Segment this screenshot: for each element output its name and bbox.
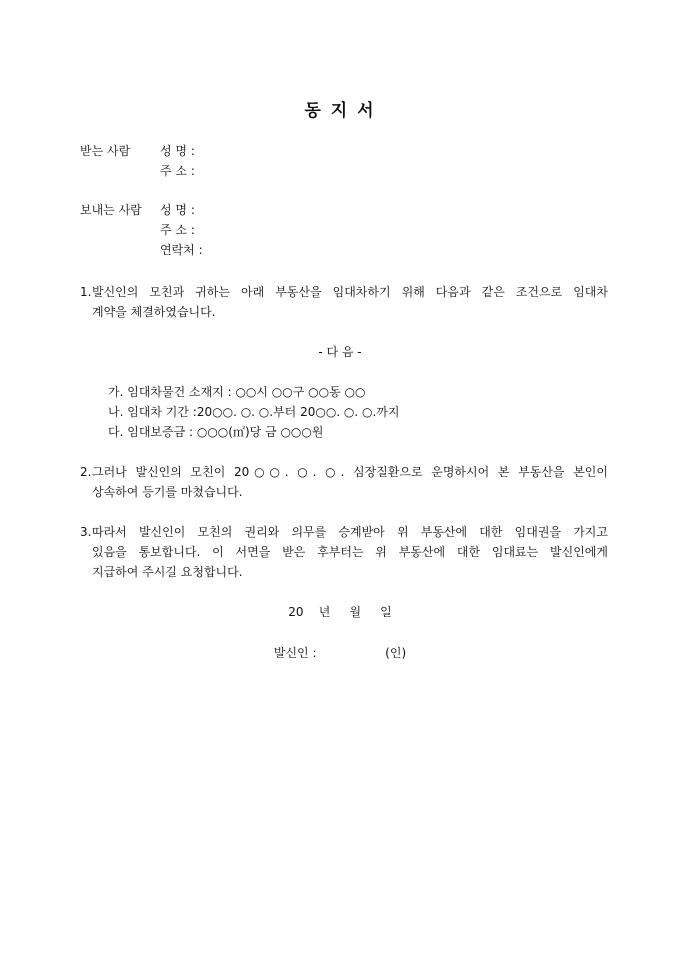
signature-line: 발신인 : (인) [273,646,407,660]
paragraph-3 [80,522,608,582]
date-line: 20 년 월 일 [288,605,392,619]
sender-name-field: 성 명 : [160,203,195,217]
paragraph-1-line-1: 발신인의 모친과 귀하는 아래 부동산을 임대차하기 위해 다음과 같은 조건으로 임대차 [92,285,608,299]
paragraph-3-line-3: 지급하여 주시길 요청합니다. [92,565,243,579]
sender-label: 보내는 사람 [80,203,142,217]
recipient-address-field: 주 소 : [160,164,195,178]
paragraph-1 [80,282,608,322]
item-lease-period: 나. 임대차 기간 :20○○. ○. ○.부터 20○○. ○. ○.까지 [108,405,400,419]
paragraph-1-line-2: 계약을 체결하였습니다. [92,305,216,319]
paragraph-3-number: 3. [80,525,92,539]
paragraph-3-line-1: 따라서 발신인이 모친의 권리와 의무를 승계받아 위 부동산에 대한 임대권을 가지고 [92,525,608,539]
paragraph-2-line-1: 그러나 발신인의 모친이 20○○. ○. ○. 심장질환으로 운명하시어 본 부동산을 본인이 [92,465,608,479]
item-property-location: 가. 임대차물건 소재지 : ○○시 ○○구 ○○동 ○○ [108,385,366,399]
item-deposit: 다. 임대보증금 : ○○○(㎡)당 금 ○○○원 [108,425,324,439]
sender-address-field: 주 소 : [160,223,195,237]
recipient-label: 받는 사람 [80,144,131,158]
paragraph-3-line-2: 있음을 통보합니다. 이 서면을 받은 후부터는 위 부동산에 대한 임대료는 발신인에게 [92,545,608,559]
paragraph-1-number: 1. [80,285,92,299]
paragraph-2 [80,462,608,502]
paragraph-2-number: 2. [80,465,92,479]
document-title: 동 지 서 [304,101,376,121]
sender-contact-field: 연락처 : [160,243,203,257]
recipient-name-field: 성 명 : [160,144,195,158]
details-heading: - 다 음 - [318,345,362,359]
paragraph-2-line-2: 상속하여 등기를 마쳤습니다. [92,485,243,499]
